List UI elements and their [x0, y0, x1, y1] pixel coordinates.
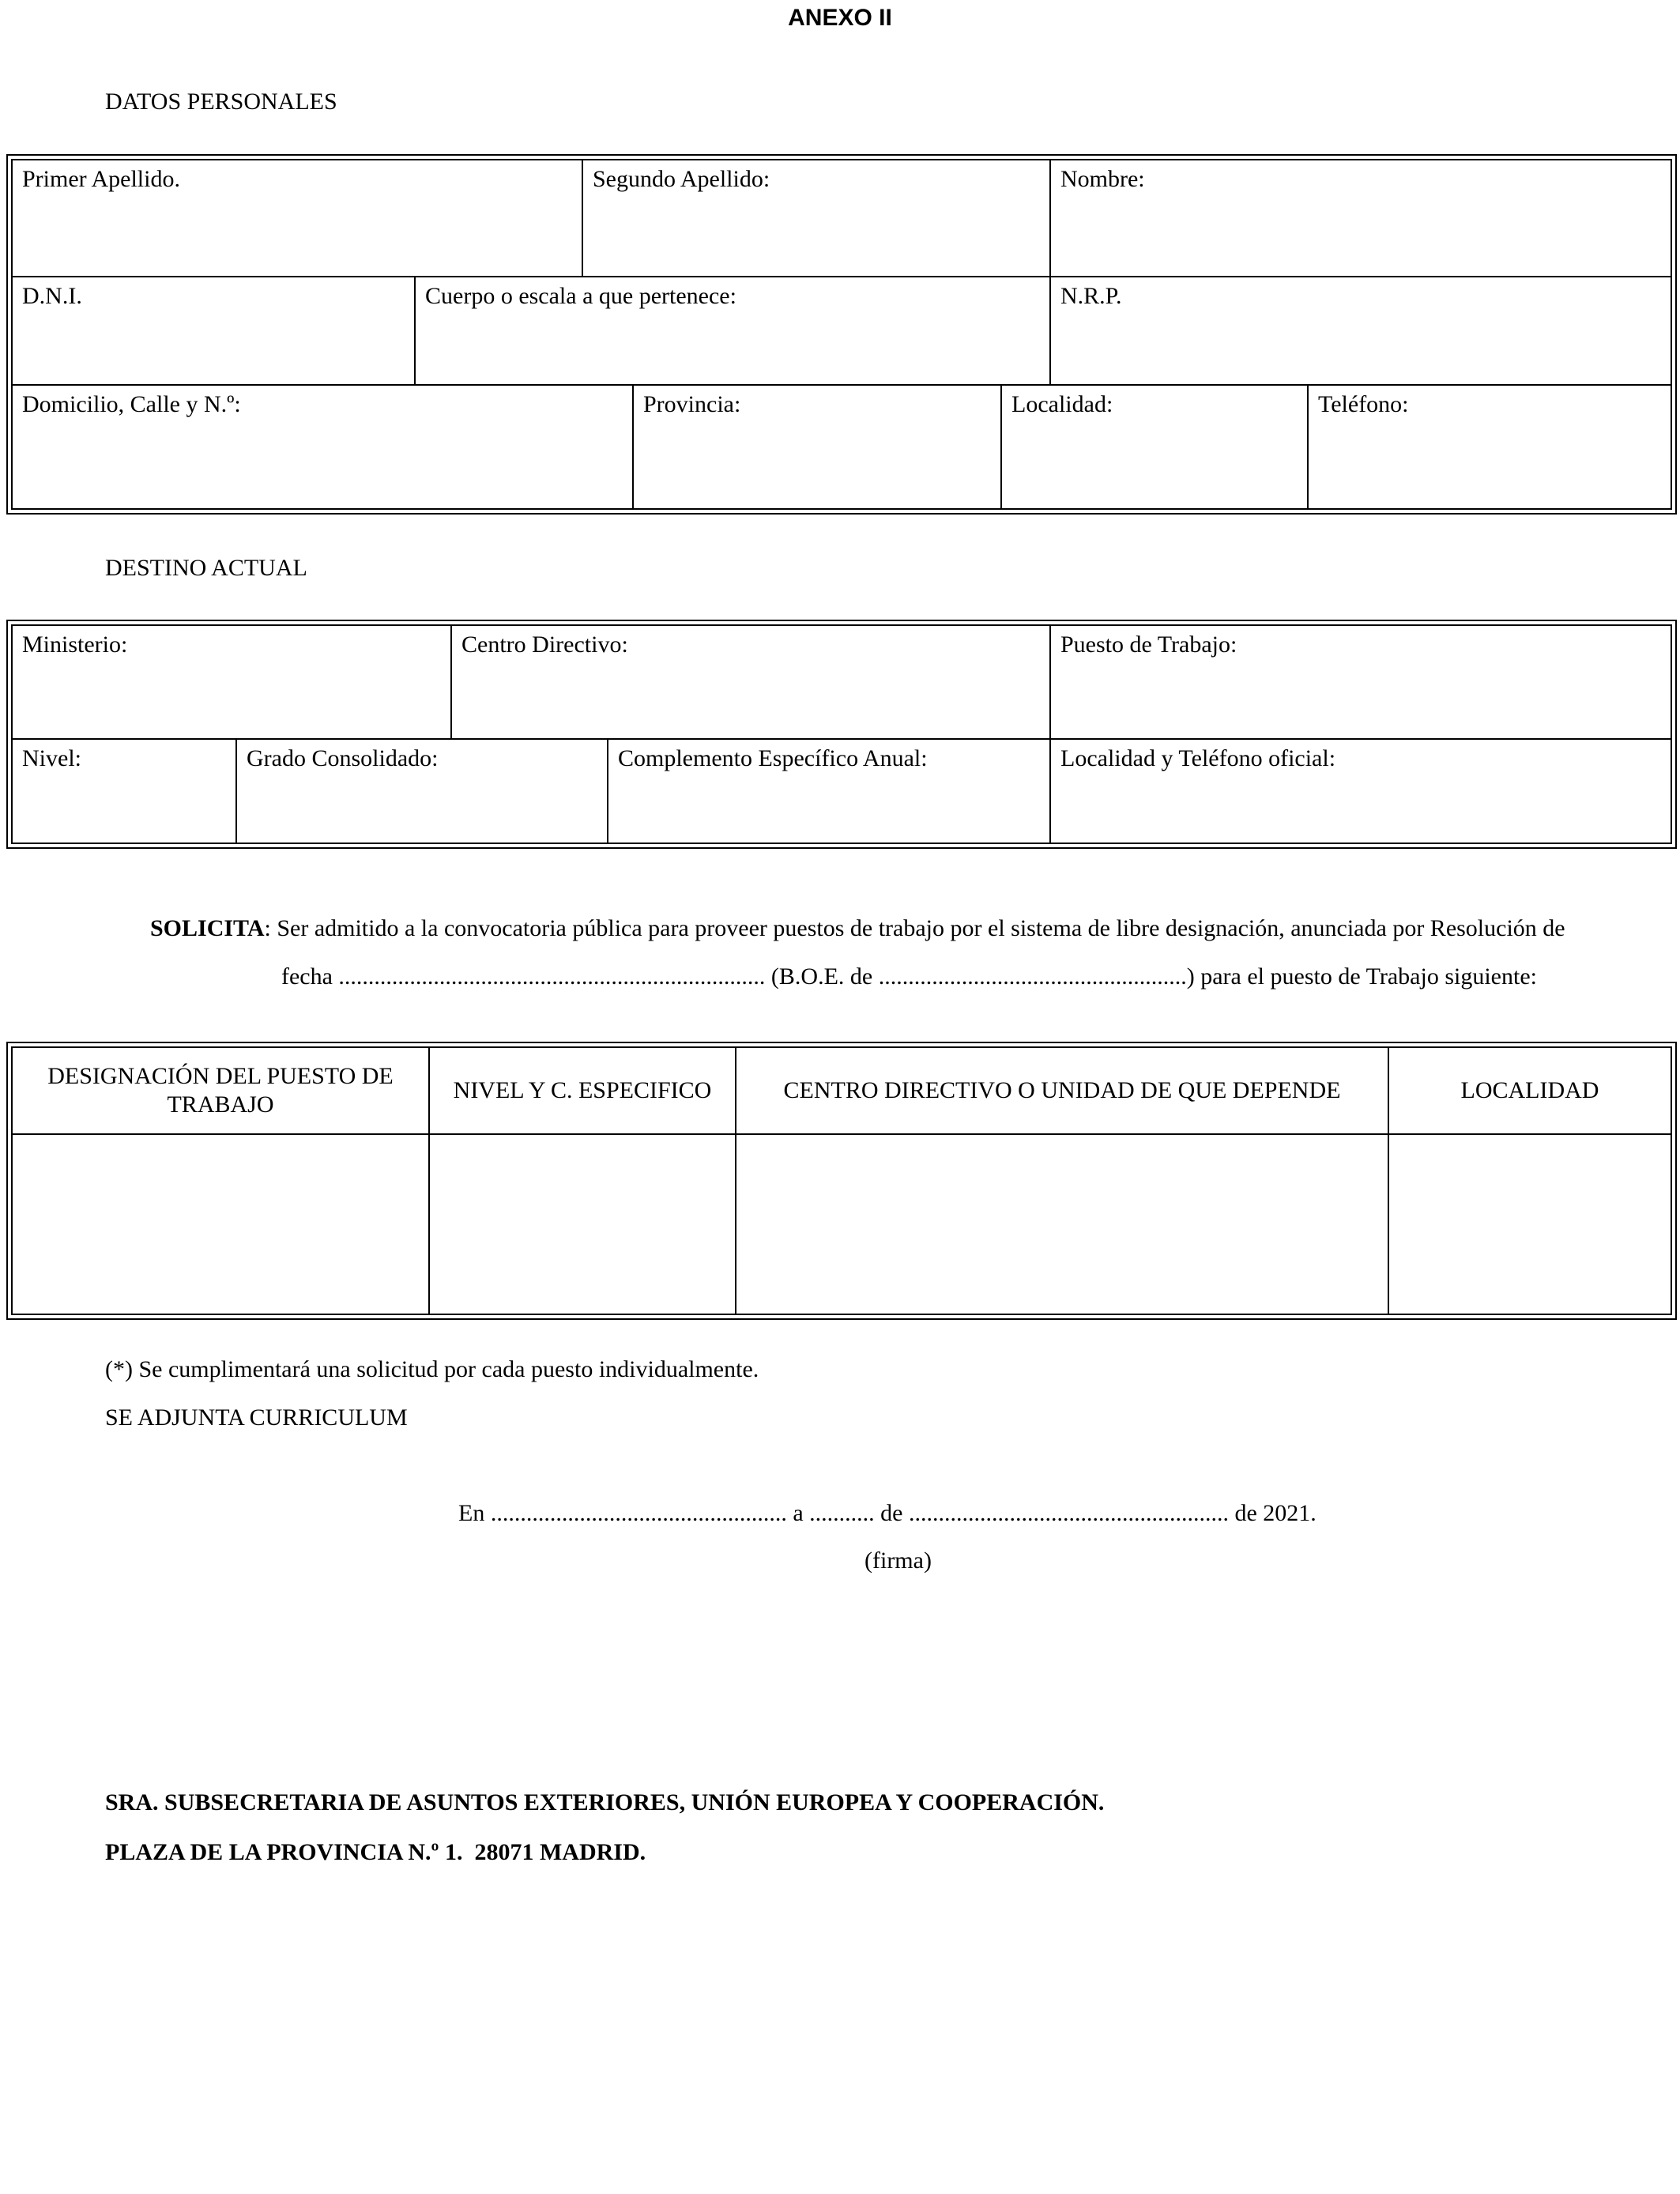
field-label: Localidad:	[1011, 391, 1113, 417]
field-label: Domicilio, Calle y N.º:	[22, 391, 241, 417]
solicita-text: : Ser admitido a la convocatoria pública para proveer puestos de trabajo por el sistema de libre designación, anunciada por Resolución de	[264, 915, 1565, 941]
field-label: Grado Consolidado:	[247, 745, 439, 771]
nivel-input-cell[interactable]	[428, 1133, 735, 1314]
grado-consolidado-field[interactable]	[235, 738, 607, 843]
provincia-field[interactable]	[632, 384, 1000, 508]
localidad-input-cell[interactable]	[1388, 1133, 1671, 1314]
field-label: Localidad y Teléfono oficial:	[1060, 745, 1336, 771]
firma-label: (firma)	[864, 1547, 932, 1574]
field-label: Teléfono:	[1318, 391, 1409, 417]
solicita-line-1	[150, 905, 1656, 952]
complemento-especifico-field[interactable]	[607, 738, 1049, 843]
domicilio-field[interactable]	[13, 384, 632, 508]
field-label: Segundo Apellido:	[593, 166, 770, 192]
field-label: Primer Apellido.	[22, 166, 180, 192]
column-header-nivel: NIVEL Y C. ESPECIFICO	[428, 1048, 735, 1133]
note-text: (*) Se cumplimentará una solicitud por cada puesto individualmente.	[105, 1356, 759, 1382]
dni-field[interactable]	[13, 276, 414, 384]
page-title: ANEXO II	[788, 5, 892, 31]
column-header-localidad: LOCALIDAD	[1388, 1048, 1671, 1133]
datos-personales-table	[6, 154, 1677, 515]
section-heading-datos-personales: DATOS PERSONALES	[105, 89, 337, 115]
field-label: Provincia:	[643, 391, 741, 417]
centro-directivo-field[interactable]	[450, 626, 1049, 738]
field-label: Cuerpo o escala a que pertenece:	[425, 283, 736, 309]
section-heading-destino-actual: DESTINO ACTUAL	[105, 555, 307, 581]
field-label: N.R.P.	[1060, 283, 1122, 309]
puesto-trabajo-field[interactable]	[1049, 626, 1671, 738]
cuerpo-escala-field[interactable]	[414, 276, 1049, 384]
ministerio-field[interactable]	[13, 626, 450, 738]
field-label: Complemento Específico Anual:	[618, 745, 928, 771]
solicita-line-2: fecha ........................................................................ (B.O.E. de ....................................................) para el puesto de Trabajo siguiente:	[281, 963, 1537, 990]
designacion-input-cell[interactable]	[13, 1133, 428, 1314]
localidad-telefono-oficial-field[interactable]	[1049, 738, 1671, 843]
field-label: D.N.I.	[22, 283, 82, 309]
nrp-field[interactable]	[1049, 276, 1671, 384]
telefono-field[interactable]	[1307, 384, 1671, 508]
firma-line: En .................................................. a ........... de ...................................................... de 2021.	[458, 1500, 1317, 1526]
segundo-apellido-field[interactable]	[582, 160, 1049, 276]
field-label: Nombre:	[1060, 166, 1145, 192]
column-header-designacion: DESIGNACIÓN DEL PUESTO DE TRABAJO	[47, 1063, 394, 1118]
nombre-field[interactable]	[1049, 160, 1671, 276]
field-label: Centro Directivo:	[461, 631, 628, 658]
field-label: Nivel:	[22, 745, 81, 771]
destino-actual-table	[6, 620, 1677, 849]
destinatario-line-2: PLAZA DE LA PROVINCIA N.º 1. 28071 MADRID.	[105, 1839, 646, 1865]
localidad-field[interactable]	[1000, 384, 1307, 508]
nivel-field[interactable]	[13, 738, 235, 843]
solicita-label: SOLICITA	[150, 915, 265, 941]
column-header-centro-directivo: CENTRO DIRECTIVO O UNIDAD DE QUE DEPENDE	[735, 1048, 1388, 1133]
centro-directivo-input-cell[interactable]	[735, 1133, 1388, 1314]
field-label: Ministerio:	[22, 631, 128, 658]
puesto-solicitado-table	[6, 1042, 1677, 1320]
destinatario-line-1: SRA. SUBSECRETARIA DE ASUNTOS EXTERIORES, UNIÓN EUROPEA Y COOPERACIÓN.	[105, 1789, 1105, 1815]
field-label: Puesto de Trabajo:	[1060, 631, 1237, 658]
adjunta-curriculum: SE ADJUNTA CURRICULUM	[105, 1404, 408, 1431]
primer-apellido-field[interactable]	[13, 160, 582, 276]
